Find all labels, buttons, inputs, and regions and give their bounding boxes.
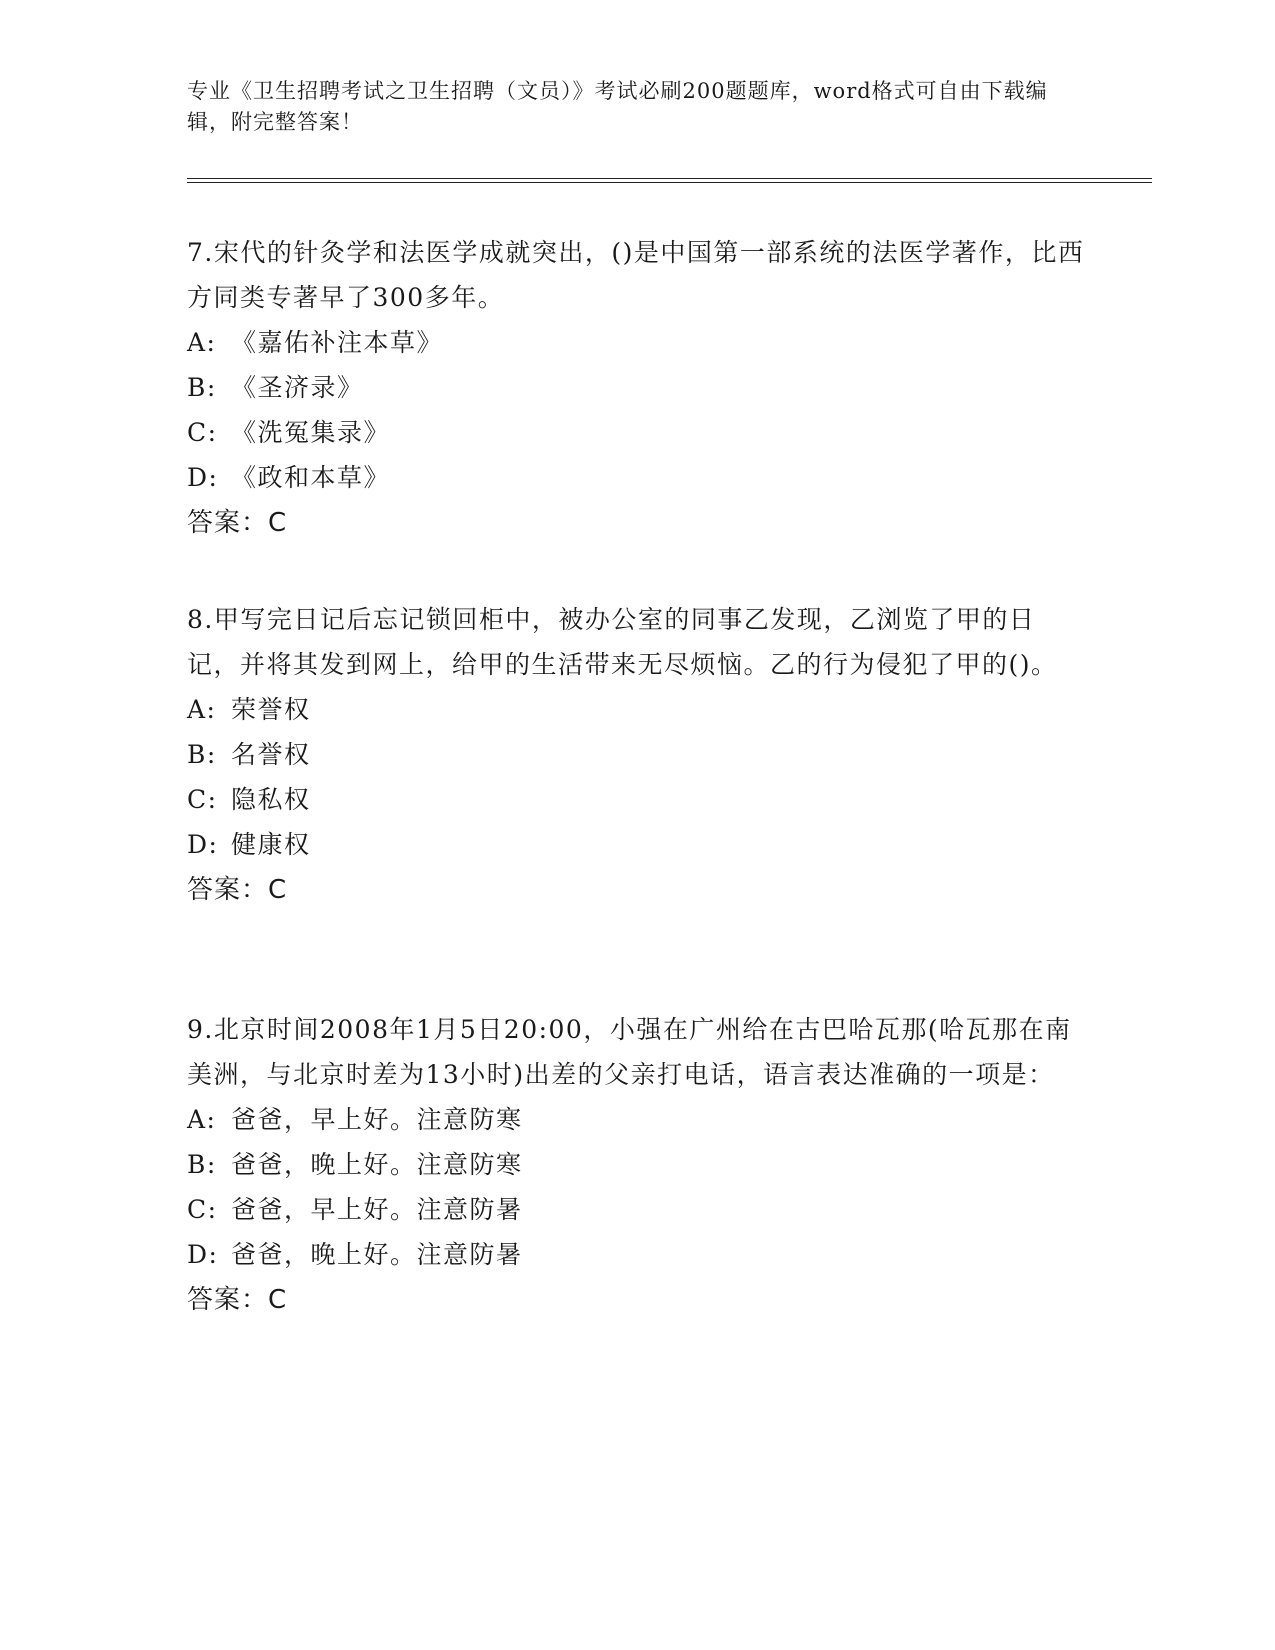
question-7 bbox=[187, 230, 1087, 546]
option-text: 爸爸，早上好。注意防寒 bbox=[231, 1105, 523, 1134]
header-divider-top bbox=[187, 178, 1152, 179]
answer: 答案：C bbox=[187, 1285, 288, 1315]
option-text: 《圣济录》 bbox=[231, 373, 364, 402]
question-stem: 7.宋代的针灸学和法医学成就突出，()是中国第一部系统的法医学著作，比西方同类专著早了300多年。 bbox=[187, 238, 1085, 312]
option-c bbox=[187, 1187, 1087, 1232]
option-d bbox=[187, 1232, 1087, 1277]
option-a bbox=[187, 320, 1087, 365]
option-key: D: bbox=[187, 830, 219, 859]
answer: 答案：C bbox=[187, 508, 288, 538]
option-key: C: bbox=[187, 418, 218, 447]
option-text: 爸爸，早上好。注意防暑 bbox=[231, 1195, 523, 1224]
option-text: 爸爸，晚上好。注意防暑 bbox=[231, 1240, 523, 1269]
option-text: 《嘉佑补注本草》 bbox=[231, 328, 444, 357]
option-c bbox=[187, 410, 1087, 455]
option-key: A: bbox=[187, 1105, 217, 1134]
question-stem: 8.甲写完日记后忘记锁回柜中，被办公室的同事乙发现，乙浏览了甲的日记，并将其发到网上，给甲的生活带来无尽烦恼。乙的行为侵犯了甲的()。 bbox=[187, 605, 1058, 679]
option-a bbox=[187, 687, 1087, 732]
option-key: B: bbox=[187, 373, 217, 402]
question-9 bbox=[187, 1007, 1087, 1323]
option-key: A: bbox=[187, 695, 217, 724]
option-key: C: bbox=[187, 785, 218, 814]
document-header: 专业《卫生招聘考试之卫生招聘（文员）》考试必刷200题题库，word格式可自由下载编辑，附完整答案！ bbox=[187, 79, 1048, 134]
option-key: B: bbox=[187, 740, 217, 769]
option-key: A: bbox=[187, 328, 217, 357]
option-text: 《洗冤集录》 bbox=[231, 418, 391, 447]
answer: 答案：C bbox=[187, 875, 288, 905]
option-b bbox=[187, 732, 1087, 777]
option-text: 名誉权 bbox=[231, 740, 311, 769]
option-key: D: bbox=[187, 463, 219, 492]
option-b bbox=[187, 365, 1087, 410]
question-stem: 9.北京时间2008年1月5日20:00，小强在广州给在古巴哈瓦那(哈瓦那在南美洲，与北京时差为13小时)出差的父亲打电话，语言表达准确的一项是： bbox=[187, 1015, 1072, 1089]
option-b bbox=[187, 1142, 1087, 1187]
option-key: B: bbox=[187, 1150, 217, 1179]
option-d bbox=[187, 455, 1087, 500]
option-text: 爸爸，晚上好。注意防寒 bbox=[231, 1150, 523, 1179]
option-text: 荣誉权 bbox=[231, 695, 311, 724]
option-text: 隐私权 bbox=[231, 785, 311, 814]
option-a bbox=[187, 1097, 1087, 1142]
option-text: 《政和本草》 bbox=[231, 463, 391, 492]
question-8 bbox=[187, 597, 1087, 913]
header-divider-bottom bbox=[187, 182, 1152, 183]
option-key: D: bbox=[187, 1240, 219, 1269]
option-key: C: bbox=[187, 1195, 218, 1224]
option-c bbox=[187, 777, 1087, 822]
option-text: 健康权 bbox=[231, 830, 311, 859]
option-d bbox=[187, 822, 1087, 867]
